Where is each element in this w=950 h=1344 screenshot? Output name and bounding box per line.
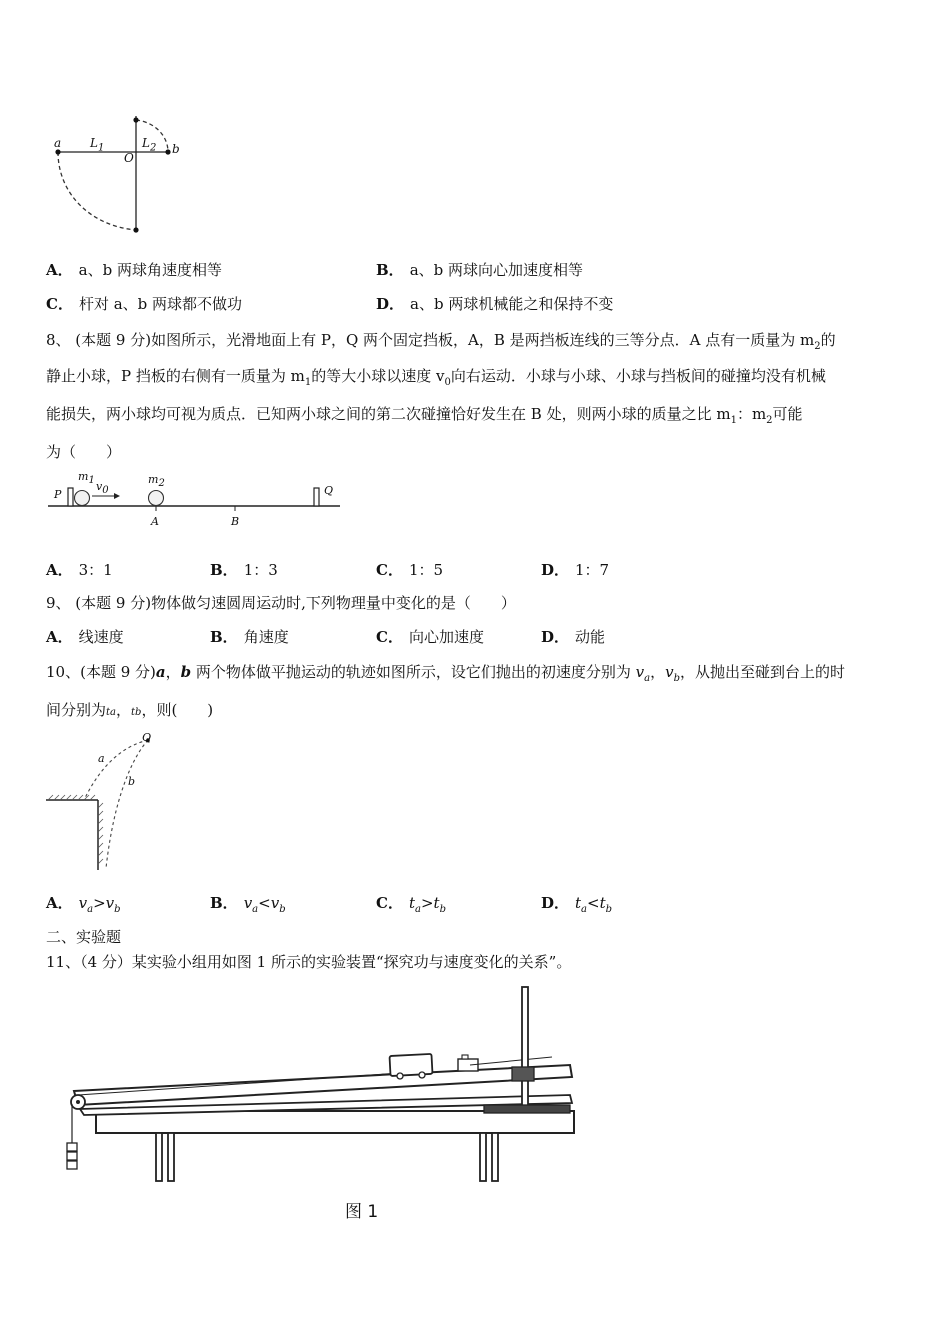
ball-top bbox=[133, 117, 138, 122]
q7-figure bbox=[40, 108, 200, 238]
ball-b bbox=[165, 149, 170, 154]
q10-fig-label-a: a bbox=[98, 752, 105, 765]
q10-fig-label-q: Q bbox=[142, 731, 152, 744]
q8-option-d[interactable]: D． 1：7 bbox=[541, 561, 610, 579]
q10-fig-label-b: b bbox=[128, 775, 136, 788]
q8-stem-line1: 8、 (本题 9 分)如图所示，光滑地面上有 P，Q 两个固定挡板，A，B 是两挡板连线的三等分点．A 点有一质量为 $m_2$的 bbox=[46, 331, 836, 352]
cart-body bbox=[390, 1054, 433, 1076]
stand-rod bbox=[522, 987, 528, 1109]
paper-tape bbox=[470, 1057, 552, 1065]
stand-clamp bbox=[512, 1067, 534, 1081]
q8-fig-label-m2: $m_2$ bbox=[148, 473, 165, 490]
q8-fig-label-p: P bbox=[54, 488, 62, 501]
q10-option-d[interactable]: D． $t_a<t_b$ bbox=[541, 894, 613, 915]
weight-2 bbox=[67, 1152, 77, 1160]
q10-option-b[interactable]: B． $v_a<v_b$ bbox=[210, 894, 286, 915]
q9-option-b[interactable]: B． 角速度 bbox=[210, 628, 289, 646]
trajectory-a bbox=[84, 740, 148, 800]
fig7-label-L2: $L_2$ bbox=[142, 136, 157, 154]
stand-base bbox=[484, 1105, 570, 1113]
q7-option-a[interactable]: A． a、b 两球角速度相等 bbox=[46, 261, 222, 279]
plate-q bbox=[314, 488, 319, 506]
q8-fig-label-b: B bbox=[231, 515, 240, 528]
fig7-label-b: b bbox=[172, 142, 180, 156]
q9-option-d[interactable]: D． 动能 bbox=[541, 628, 606, 646]
table-leg-right-2 bbox=[492, 1133, 498, 1181]
q8-stem-line2: 静止小球，P 挡板的右侧有一质量为 $m_1$的等大小球以速度 $v_0$向右运动．小球与小球、小球与挡板间的碰撞均没有机械 bbox=[46, 367, 826, 388]
trajectory-b bbox=[106, 740, 148, 868]
weight-1 bbox=[67, 1143, 77, 1151]
q8-fig-label-v0: $v_0$ bbox=[96, 480, 109, 497]
q8-option-b[interactable]: B． 1：3 bbox=[210, 561, 278, 579]
figure-caption: 图 1 bbox=[345, 1202, 379, 1222]
q8-fig-label-a: A bbox=[151, 515, 159, 528]
velocity-arrow-head bbox=[114, 493, 120, 499]
q10-figure bbox=[44, 728, 174, 878]
ball-m1 bbox=[75, 491, 90, 506]
q7-option-b[interactable]: B． a、b 两球向心加速度相等 bbox=[376, 261, 584, 279]
weight-3 bbox=[67, 1161, 77, 1169]
cart-wheel-1 bbox=[397, 1073, 403, 1079]
cart-wheel-2 bbox=[419, 1072, 425, 1078]
q8-stem-line3: 能损失，两小球均可视为质点．已知两小球之间的第二次碰撞恰好发生在 B 处，则两小球的质量之比 $m_1$：$m_2$可能 bbox=[46, 405, 803, 426]
q7-option-c[interactable]: C． 杆对 a、b 两球都不做功 bbox=[46, 295, 243, 313]
q9-option-a[interactable]: A． 线速度 bbox=[46, 628, 124, 646]
table-leg-right-1 bbox=[480, 1133, 486, 1181]
q11-stem: 11、（4 分）某实验小组用如图 1 所示的实验装置“探究功与速度变化的关系”。 bbox=[46, 953, 572, 971]
table-leg-left-2 bbox=[168, 1133, 174, 1181]
q8-fig-label-q: Q bbox=[324, 484, 334, 497]
apparatus-figure bbox=[60, 985, 590, 1190]
q9-stem: 9、 (本题 9 分)物体做匀速圆周运动时,下列物理量中变化的是（ ） bbox=[46, 594, 516, 612]
q10-stem-line2: 间分别为ta，tb，则( ) bbox=[46, 701, 214, 719]
q8-fig-label-m1: $m_1$ bbox=[78, 470, 95, 487]
timer-knob bbox=[462, 1055, 468, 1059]
q8-stem-line4: 为（ ） bbox=[46, 443, 122, 461]
fig7-label-a: a bbox=[54, 136, 62, 150]
ball-a bbox=[55, 149, 60, 154]
q9-option-c[interactable]: C． 向心加速度 bbox=[376, 628, 484, 646]
fig7-label-L1: $L_1$ bbox=[90, 136, 105, 154]
q8-option-a[interactable]: A． 3：1 bbox=[46, 561, 113, 579]
q10-option-a[interactable]: A． $v_a>v_b$ bbox=[46, 894, 121, 915]
q10-stem-line1: 10、(本题 9 分)a，b 两个物体做平抛运动的轨迹如图所示，设它们抛出的初速度分别为 $v_a$，$v_b$，从抛出至碰到台上的时 bbox=[46, 663, 846, 684]
pulley-axle bbox=[76, 1100, 80, 1104]
fig7-label-O: O bbox=[124, 151, 134, 165]
q10-option-c[interactable]: C． $t_a>t_b$ bbox=[376, 894, 446, 915]
section-title: 二、实验题 bbox=[46, 928, 122, 946]
q8-option-c[interactable]: C． 1：5 bbox=[376, 561, 444, 579]
ball-bottom bbox=[133, 227, 138, 232]
plate-p bbox=[68, 488, 73, 506]
q7-option-d[interactable]: D． a、b 两球机械能之和保持不变 bbox=[376, 295, 614, 313]
ball-m2 bbox=[149, 491, 164, 506]
table-top bbox=[96, 1111, 574, 1133]
table-leg-left-1 bbox=[156, 1133, 162, 1181]
